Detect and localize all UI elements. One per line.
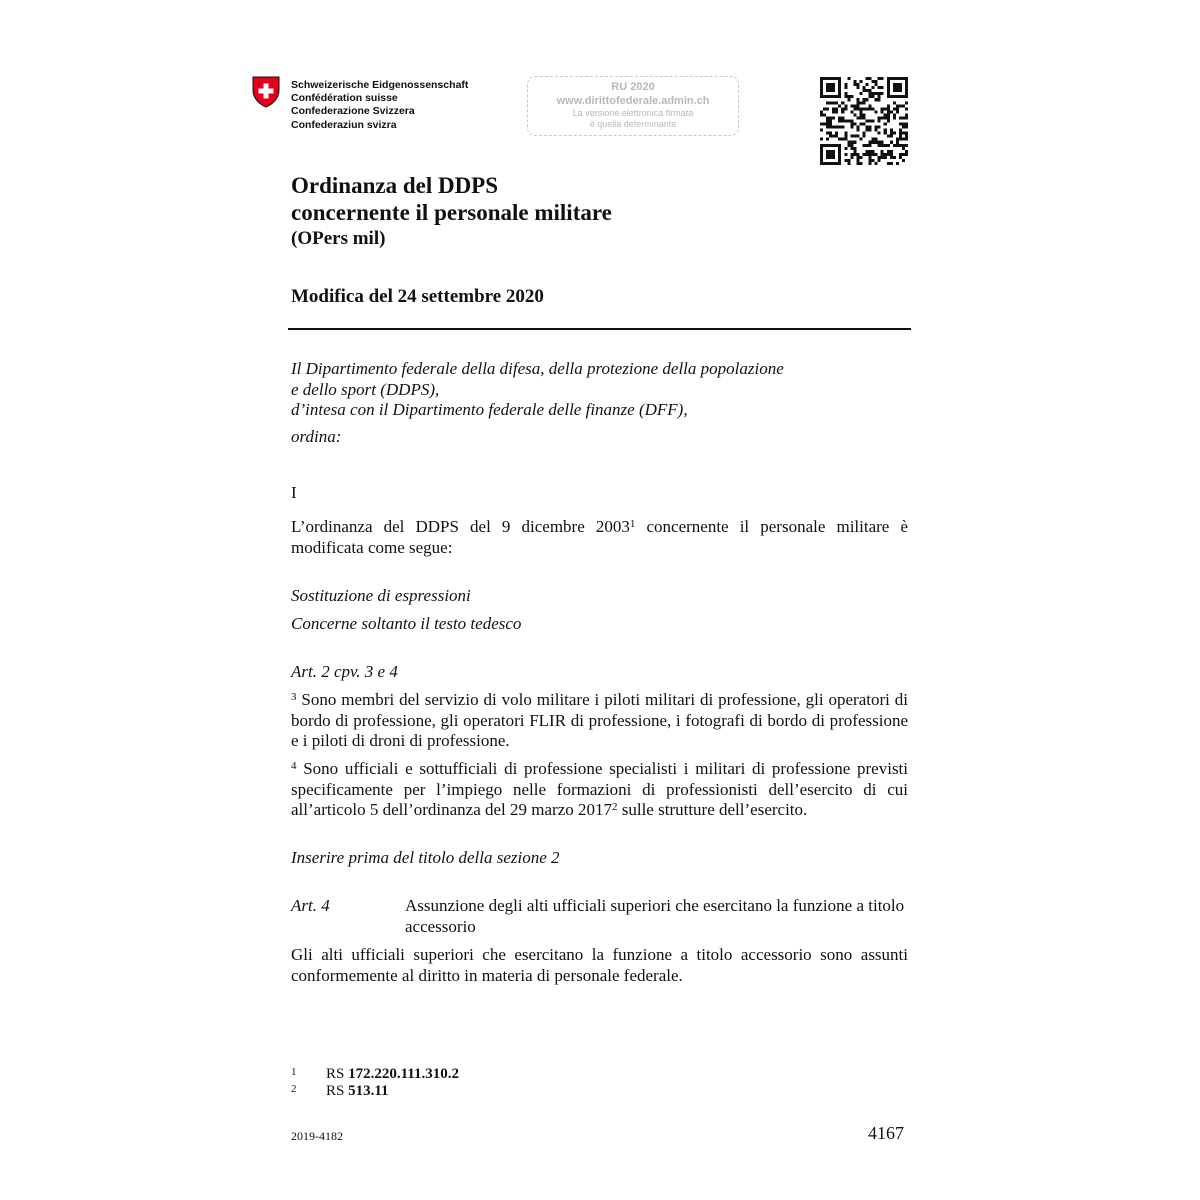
page-number: 4167 [868, 1123, 904, 1143]
art4-title: Assunzione degli alti ufficiali superiori che esercitano la funzione a titolo accessorio [405, 896, 905, 936]
paragraph-number: 3 [291, 691, 297, 703]
title-line: Ordinanza del DDPS [291, 173, 499, 198]
qr-code-icon [820, 77, 908, 165]
official-publication-stamp [527, 76, 739, 136]
footnote-prefix: RS [326, 1066, 349, 1082]
stamp-collection: RU 2020 [611, 81, 655, 93]
stamp-url: www.dirittofederale.admin.ch [556, 95, 710, 107]
confederation-line: Confédération suisse [291, 92, 398, 105]
preamble [291, 359, 908, 447]
footnote-reference: 172.220.111.310.2 [348, 1066, 459, 1082]
paragraph-3 [291, 690, 908, 752]
confederation-names [291, 79, 468, 132]
replacement-note: Concerne soltanto il testo tedesco [291, 614, 522, 633]
art4-label: Art. 4 [291, 896, 330, 915]
paragraph-text: Sono ufficiali e sottufficiali di professione specialisti i militari di professione previsti specificamente per l’impiego nelle formazioni di professionisti dell’esercito di cui all’articolo 5 dell’ordinanza del 29 marzo 2017 [291, 759, 908, 819]
swiss-crest-icon [252, 76, 280, 108]
preamble-line: Il Dipartimento federale della difesa, della protezione della popolazione [291, 359, 784, 378]
preamble-line: e dello sport (DDPS), [291, 379, 440, 399]
confederation-line: Confederazione Svizzera [291, 105, 415, 118]
title-divider [288, 328, 911, 330]
stamp-note-line: La versione elettronica firmata [572, 108, 694, 118]
section-numeral: I [291, 483, 297, 502]
paragraph-number: 4 [291, 760, 297, 772]
art4-text: Gli alti ufficiali superiori che esercitano la funzione a titolo accessorio sono assunti conformemente al diritto in materia di personale federale. [291, 945, 908, 985]
intro-paragraph [291, 517, 908, 558]
footnote-ref: 1 [629, 518, 636, 530]
footnote-reference: 513.11 [348, 1083, 389, 1099]
intro-text: concernente il personale militare è modificata come segue: [291, 517, 909, 557]
insert-note: Inserire prima del titolo della sezione 2 [291, 848, 560, 867]
footnote-ref: 2 [612, 801, 618, 813]
document-number: 2019-4182 [291, 1129, 343, 1143]
document-title [291, 172, 612, 226]
art2-heading: Art. 2 cpv. 3 e 4 [291, 662, 398, 681]
preamble-line: d’intesa con il Dipartimento federale delle finanze (DFF), [291, 400, 688, 419]
footnote-number: 1 [291, 1066, 297, 1078]
paragraph-text: sulle strutture dell’esercito. [617, 800, 808, 819]
footnote-number: 2 [291, 1083, 297, 1095]
amendment-date: Modifica del 24 settembre 2020 [291, 286, 544, 307]
paragraph-4 [291, 759, 908, 821]
replacement-heading: Sostituzione di espressioni [291, 586, 471, 605]
title-line: concernente il personale militare [291, 200, 612, 225]
confederation-line: Confederaziun svizra [291, 118, 397, 131]
paragraph-text: Sono membri del servizio di volo militare i piloti militari di professione, gli operatori di bordo di professione, gli operatori FLIR di professione, i fotografi di bordo di professione e i piloti di droni di professione. [291, 690, 908, 750]
footnote [291, 1081, 389, 1100]
confederation-line: Schweizerische Eidgenossenschaft [291, 79, 469, 91]
footnote-prefix: RS [326, 1083, 349, 1099]
stamp-note-line: è quella determinante [589, 119, 677, 129]
intro-text: L’ordinanza del DDPS del 9 dicembre 2003 [291, 517, 630, 536]
preamble-line: ordina: [291, 426, 342, 446]
document-abbreviation: (OPers mil) [291, 228, 386, 249]
